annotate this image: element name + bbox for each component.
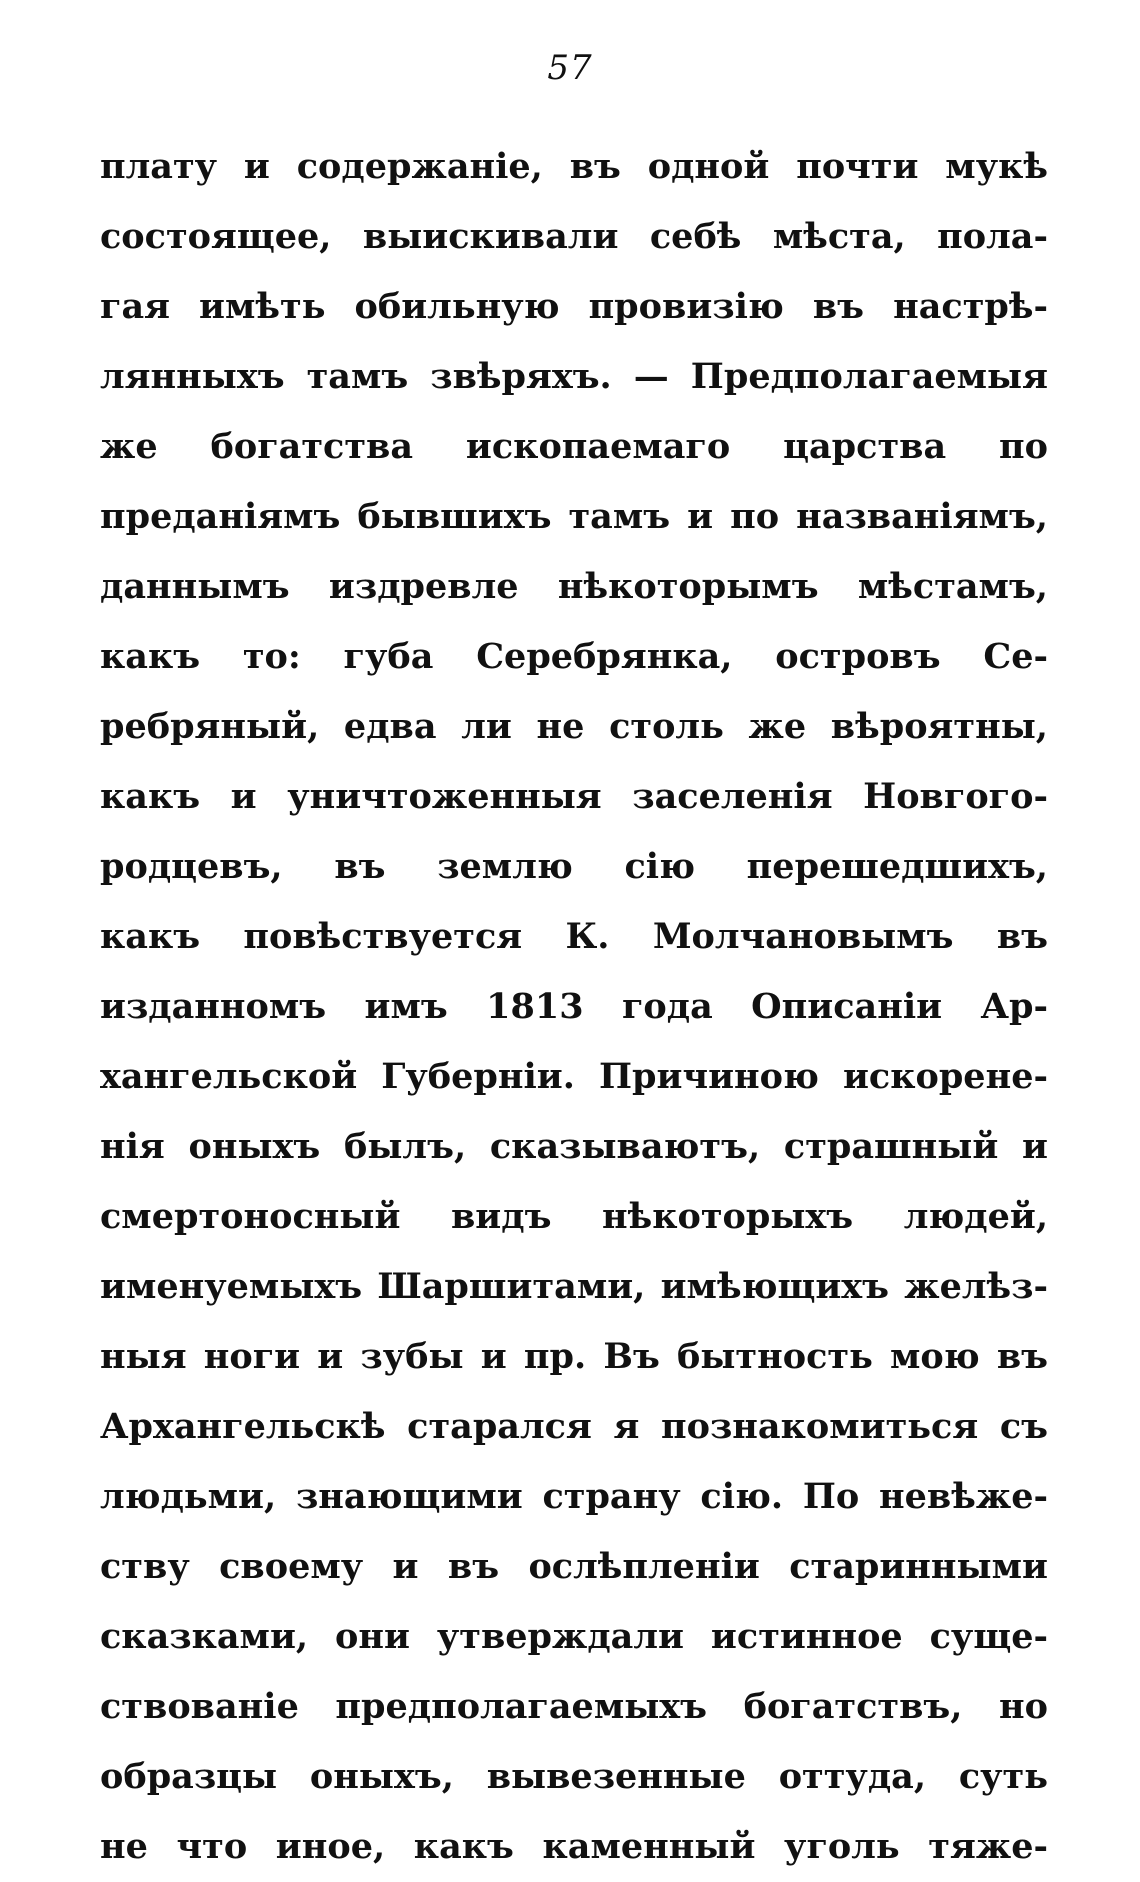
text-line: образцы оныхъ, вывезенные оттуда, суть	[100, 1756, 1048, 1797]
text-line: состоящее, выискивали себѣ мѣста, пола-	[100, 216, 1048, 257]
text-line: родцевъ, въ землю сію перешедшихъ,	[100, 846, 1048, 887]
text-line: нія оныхъ былъ, сказываютъ, страшный и	[100, 1126, 1048, 1167]
text-line: сказками, они утверждали истинное суще-	[100, 1616, 1048, 1657]
text-line: Архангельскѣ старался я познакомиться съ	[100, 1406, 1048, 1447]
text-line: даннымъ издревле нѣкоторымъ мѣстамъ,	[100, 566, 1048, 607]
text-line: хангельской Губерніи. Причиною искорене-	[100, 1056, 1048, 1097]
text-line: ствованіе предполагаемыхъ богатствъ, но	[100, 1686, 1048, 1727]
text-line: какъ и уничтоженныя заселенія Новгого-	[100, 776, 1048, 817]
text-line: лянныхъ тамъ звѣряхъ. — Предполагаемыя	[100, 356, 1048, 397]
text-line: ныя ноги и зубы и пр. Въ бытность мою въ	[100, 1336, 1048, 1377]
text-line: изданномъ имъ 1813 года Описаніи Ар-	[100, 986, 1048, 1027]
text-line: ству своему и въ ослѣпленіи старинными	[100, 1546, 1048, 1587]
text-line: людьми, знающими страну сію. По невѣже-	[100, 1476, 1048, 1517]
text-line: ребряный, едва ли не столь же вѣроятны,	[100, 706, 1048, 747]
text-line: же богатства ископаемаго царства по	[100, 426, 1048, 467]
text-line: именуемыхъ Шаршитами, имѣющихъ желѣз-	[100, 1266, 1048, 1307]
text-line: какъ повѣствуется К. Молчановымъ въ	[100, 916, 1048, 957]
page-number: 57	[547, 48, 593, 88]
body-text	[100, 132, 1048, 1882]
text-line: гая имѣть обильную провизію въ настрѣ-	[100, 286, 1048, 327]
text-line: преданіямъ бывшихъ тамъ и по названіямъ,	[100, 496, 1048, 537]
text-line: плату и содержаніе, въ одной почти мукѣ	[100, 146, 1048, 187]
text-line: какъ то: губа Серебрянка, островъ Се-	[100, 636, 1048, 677]
text-line: смертоносный видъ нѣкоторыхъ людей,	[100, 1196, 1048, 1237]
text-line: не что иное, какъ каменный уголь тяже-	[100, 1826, 1048, 1867]
